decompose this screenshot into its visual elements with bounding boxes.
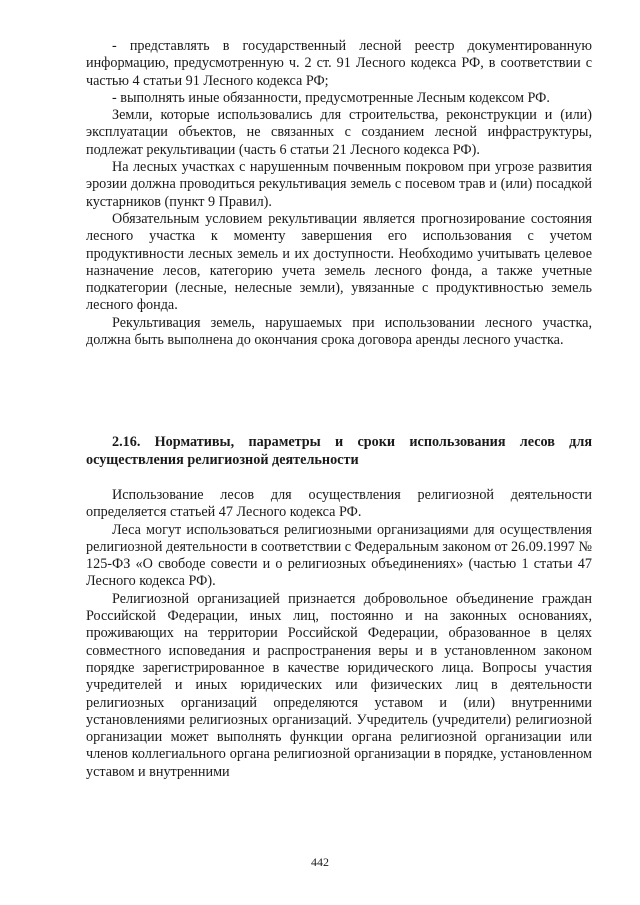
- paragraph-religious-organization: Религиозной организацией признается добровольное объединение граждан Российской Федерации, иных лиц, постоянно и на законных основаниях, проживающих на территории Российской Федерации, образованное в целях совместного исповедания и распространения веры и в установленном законом порядке зарегистрированное в качестве юридического лица. Вопросы участия учредителей и иных юридических или физических лиц в деятельности религиозных организаций определяются уставом и (или) внутренними установлениями религиозных организаций. Учредитель (учредители) религиозной организации может выполнять функции органа религиозной организации или членов коллегиального органа религиозной организации в порядке, установленном уставом и внутренними: [86, 590, 592, 780]
- paragraph-deadline: Рекультивация земель, нарушаемых при использовании лесного участка, должна быть выполнена до окончания срока договора аренды лесного участка.: [86, 314, 592, 349]
- section-heading: 2.16. Нормативы, параметры и сроки использования лесов для осуществления религиозной деятельности: [86, 434, 592, 468]
- section-spacer: [86, 349, 592, 434]
- paragraph-reestr: - представлять в государственный лесной реестр документированную информацию, предусмотренную ч. 2 ст. 91 Лесного кодекса РФ, в соответствии с частью 4 статьи 91 Лесного кодекса РФ;: [86, 38, 592, 89]
- page-body: [86, 38, 592, 781]
- paragraph-forecast: Обязательным условием рекультивации является прогнозирование состояния лесного участка к моменту завершения его использования с учетом продуктивности лесных земель и их доступности. Необходимо учитывать целевое назначение лесов, категорию учета земель лесного фонда, а также учетные подкатегории (лесные, нелесные земли), увязанные с продуктивностью земель лесного фонда.: [86, 210, 592, 314]
- heading-spacer: [86, 469, 592, 487]
- page-number: 442: [311, 855, 329, 869]
- paragraph-religious-use: Леса могут использоваться религиозными организациями для осуществления религиозной деятельности в соответствии с Федеральным законом от 26.09.1997 № 125-ФЗ «О свободе совести и о религиозных объединениях» (частью 1 статьи 47 Лесного кодекса РФ).: [86, 521, 592, 590]
- paragraph-article-47: Использование лесов для осуществления религиозной деятельности определяется статьей 47 Лесного кодекса РФ.: [86, 486, 592, 521]
- paragraph-lands-recultivation: Земли, которые использовались для строительства, реконструкции и (или) эксплуатации объектов, не связанных с созданием лесной инфраструктуры, подлежат рекультивации (часть 6 статьи 21 Лесного кодекса РФ).: [86, 107, 592, 158]
- paragraph-erosion: На лесных участках с нарушенным почвенным покровом при угрозе развития эрозии должна проводиться рекультивация земель с посевом трав и (или) посадкой кустарников (пункт 9 Правил).: [86, 159, 592, 210]
- paragraph-other-duties: - выполнять иные обязанности, предусмотренные Лесным кодексом РФ.: [112, 89, 550, 106]
